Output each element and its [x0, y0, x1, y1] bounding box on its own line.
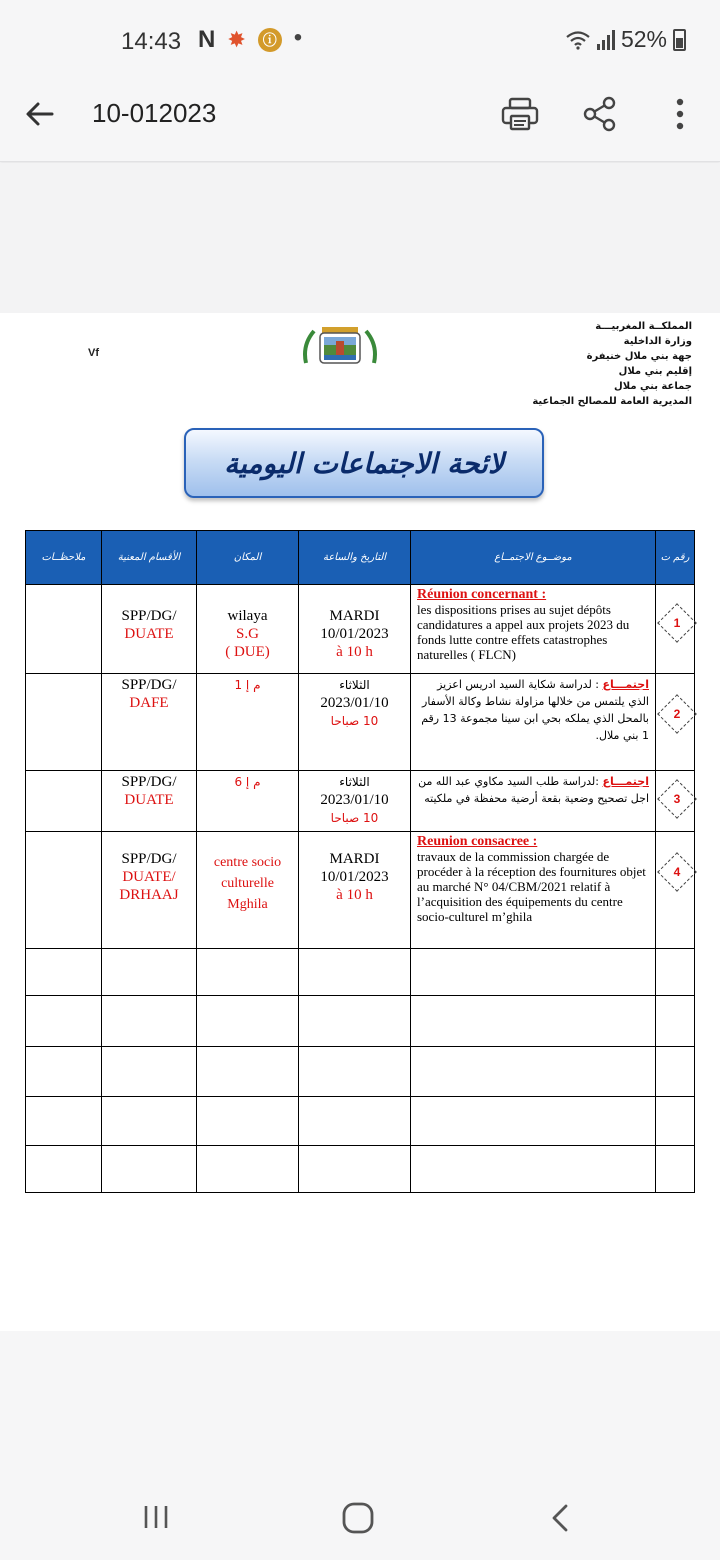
cell-number	[656, 585, 695, 674]
notification-icons	[198, 26, 302, 54]
print-icon[interactable]	[500, 94, 540, 134]
cell-number	[656, 674, 695, 771]
cell-subject	[411, 674, 656, 771]
subject-body: travaux de la commission chargée de procéder à la réception des fournitures objet au marché N° 04/CBM/2021 relatif à l’acquisition des équipements du centre socio-culturel m’ghila	[417, 849, 646, 924]
document-viewer[interactable]	[0, 163, 720, 1331]
date-text: الثلاثاء	[339, 775, 370, 789]
dept-text: SPP/DG/	[121, 677, 177, 693]
coin-icon: ⓘ	[258, 28, 282, 52]
date-text: 10/01/2023	[320, 869, 389, 885]
place-text: م إ 1	[234, 678, 261, 692]
dept-text: DUATE	[124, 626, 174, 642]
header-line: إقليم بني ملال	[618, 366, 692, 377]
cell-departments	[102, 674, 197, 771]
time-text: à 10 h	[336, 887, 373, 903]
table-row-empty	[26, 1146, 695, 1193]
col-subject: موضــوع الاجتمــاع	[411, 531, 656, 585]
cell-datetime	[299, 832, 411, 949]
subject-body: :لدراسة طلب السيد مكاوي عبد الله من اجل تصحيح وضعية بقعة أرضية محفظة في ملكيته	[418, 775, 649, 805]
row-number: 1	[673, 616, 681, 630]
place-text: ( DUE)	[225, 644, 270, 660]
date-text: MARDI	[329, 608, 380, 624]
app-bar	[0, 66, 720, 162]
recent-apps-icon[interactable]	[140, 1502, 172, 1532]
dept-text: SPP/DG/	[121, 774, 177, 790]
cell-datetime	[299, 771, 411, 832]
cell-departments	[102, 771, 197, 832]
cell-notes	[26, 674, 102, 771]
header-line: جهة بني ملال خنيفرة	[586, 351, 692, 362]
banner-title: لائحة الاجتماعات اليومية	[224, 446, 504, 480]
dept-text: SPP/DG/	[121, 608, 177, 624]
header-line: المديرية العامة للمصالح الجماعية	[532, 396, 692, 407]
cell-number	[656, 771, 695, 832]
place-text: centre socio	[213, 855, 282, 870]
row-number: 4	[673, 865, 681, 879]
netflix-icon: N	[198, 26, 216, 53]
status-right	[565, 26, 686, 53]
subject-title: Reunion consacree :	[417, 834, 538, 849]
cell-subject	[411, 771, 656, 832]
title-banner	[184, 428, 544, 498]
table-row	[26, 832, 695, 949]
municipal-emblem-logo	[300, 323, 380, 371]
col-number: رقم ت	[656, 531, 695, 585]
subject-title: اجتمـــاع	[602, 775, 649, 788]
cell-datetime	[299, 585, 411, 674]
battery-percent: 52%	[620, 26, 667, 52]
header-line: المملكــة المغربيـــة	[595, 321, 692, 332]
cell-place	[197, 585, 299, 674]
table-row-empty	[26, 1097, 695, 1146]
cell-departments	[102, 832, 197, 949]
time-text: 10 صباحا	[330, 714, 379, 728]
date-text: 2023/01/10	[320, 695, 389, 711]
share-icon[interactable]	[580, 94, 620, 134]
date-text: MARDI	[329, 851, 380, 867]
cell-subject	[411, 585, 656, 674]
vf-label: Vf	[88, 347, 99, 359]
col-notes: ملاحظــات	[26, 531, 102, 585]
document-title: 10-012023	[92, 98, 217, 128]
back-arrow-icon[interactable]	[22, 96, 58, 132]
table-row-empty	[26, 1047, 695, 1097]
dept-text: SPP/DG/	[121, 851, 177, 867]
table-row	[26, 674, 695, 771]
place-text: culturelle	[221, 876, 274, 891]
cell-departments	[102, 585, 197, 674]
cell-datetime	[299, 674, 411, 771]
document-page	[0, 313, 720, 1331]
header-line: وزارة الداخلية	[623, 336, 692, 347]
subject-title: Réunion concernant :	[417, 587, 547, 602]
subject-body: les dispositions prises au sujet dépôts candidatures a appel aux projets 2023 du fonds lutte contre effets catastrophes naturelles ( FLCN)	[417, 602, 630, 662]
dept-text: DUATE/	[122, 869, 176, 885]
dept-text: DAFE	[129, 695, 169, 711]
place-text: م إ 6	[234, 775, 261, 789]
cell-notes	[26, 771, 102, 832]
cell-place	[197, 832, 299, 949]
col-place: المكان	[197, 531, 299, 585]
cell-place	[197, 771, 299, 832]
place-text: wilaya	[227, 608, 268, 624]
home-icon[interactable]	[340, 1500, 376, 1536]
col-departments: الأقسام المعنية	[102, 531, 197, 585]
cell-subject	[411, 832, 656, 949]
cell-notes	[26, 585, 102, 674]
back-nav-icon[interactable]	[546, 1502, 574, 1534]
table-header-row	[26, 531, 695, 585]
col-datetime: التاريخ والساعة	[299, 531, 411, 585]
date-text: الثلاثاء	[339, 678, 370, 692]
table-row	[26, 771, 695, 832]
table-row	[26, 585, 695, 674]
table-row-empty	[26, 996, 695, 1047]
dept-text: DRHAAJ	[119, 887, 179, 903]
more-options-icon[interactable]	[660, 94, 700, 134]
row-number: 2	[673, 707, 681, 721]
sun-icon: ✸	[227, 27, 246, 52]
cell-place	[197, 674, 299, 771]
ministry-header	[532, 319, 692, 409]
row-number: 3	[673, 792, 681, 806]
wifi-icon	[565, 30, 591, 50]
status-time: 14:43	[121, 28, 182, 55]
time-text: 10 صباحا	[330, 811, 379, 825]
dept-text: DUATE	[124, 792, 174, 808]
subject-body: : لدراسة شكاية السيد ادريس اعزيز الذي يلتمس من خلالها مزاولة نشاط وكالة الأسفار بالمحل الذي يملكه بحي ابن سينا مجموعة 13 رقم 1 بني ملال.	[421, 678, 649, 742]
subject-title: اجتمـــاع	[602, 678, 649, 691]
status-bar	[0, 0, 720, 66]
system-nav-bar	[0, 1476, 720, 1560]
more-notifications-dot-icon: •	[293, 24, 303, 51]
battery-icon	[673, 29, 686, 51]
date-text: 2023/01/10	[320, 792, 389, 808]
time-text: à 10 h	[336, 644, 373, 660]
date-text: 10/01/2023	[320, 626, 389, 642]
table-row-empty	[26, 949, 695, 996]
header-line: جماعة بني ملال	[614, 381, 692, 392]
cell-notes	[26, 832, 102, 949]
place-text: S.G	[236, 626, 259, 642]
signal-icon	[597, 30, 615, 50]
meetings-table	[25, 530, 695, 1193]
place-text: Mghila	[227, 897, 268, 912]
cell-number	[656, 832, 695, 949]
